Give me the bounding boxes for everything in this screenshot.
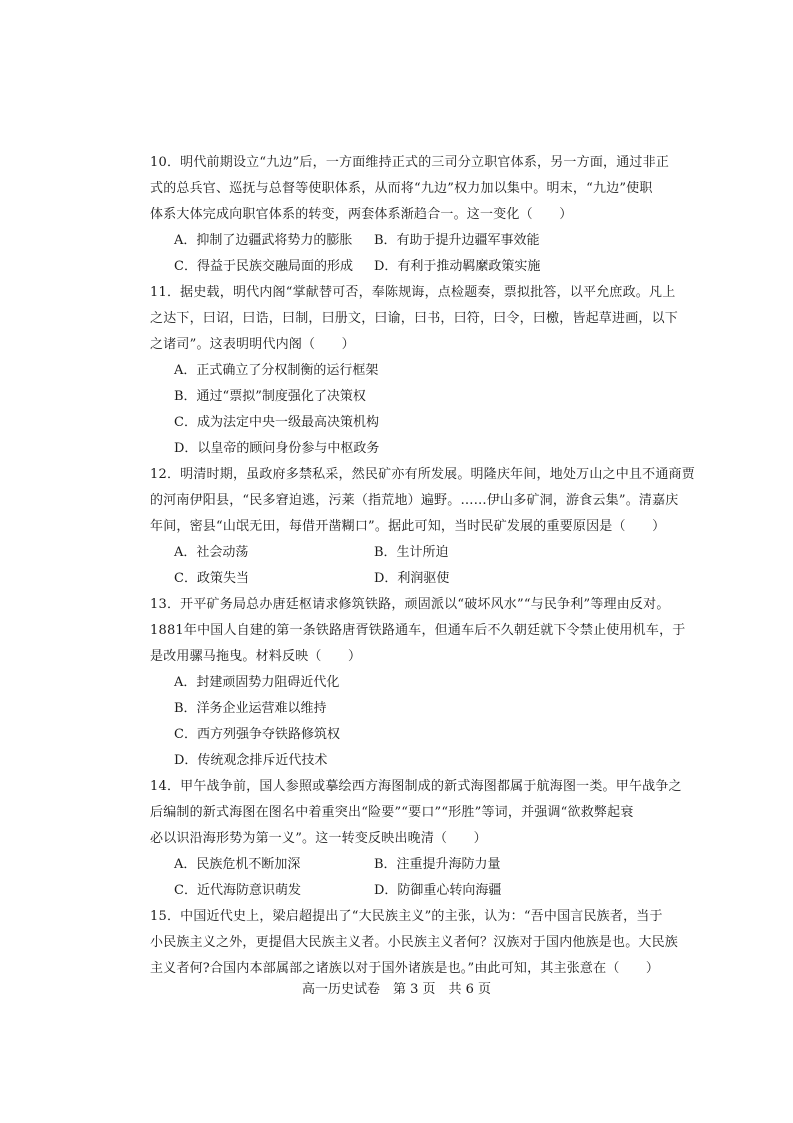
answer-option: B．洋务企业运营难以维持 (174, 701, 327, 716)
question-stem-line: 15．中国近代史上，梁启超提出了“大民族主义”的主张，认为：“吾中国言民族者，当于 (150, 909, 663, 924)
option-row (150, 228, 650, 254)
answer-option: D．防御重心转向海疆 (374, 883, 502, 898)
answer-option: C．近代海防意识萌发 (174, 883, 301, 898)
option-row (150, 436, 650, 462)
option-row (150, 878, 650, 904)
answer-option: B．有助于提升边疆军事效能 (374, 233, 540, 248)
answer-option: D．利润驱使 (374, 571, 450, 586)
option-row (150, 722, 650, 748)
option-row (150, 696, 650, 722)
answer-option: D．传统观念排斥近代技术 (174, 753, 328, 768)
option-row (150, 540, 650, 566)
answer-option: B．通过“票拟”制度强化了决策权 (174, 389, 366, 404)
question-block (150, 592, 686, 774)
answer-option: D．有利于推动羁縻政策实施 (374, 259, 541, 274)
question-stem-line: 13．开平矿务局总办唐廷枢请求修筑铁路，顽固派以“破坏风水”“与民争利”等理由反对。 (150, 597, 670, 612)
question-block (150, 904, 679, 982)
answer-option: A．民族危机不断加深 (174, 857, 301, 872)
answer-option: C．西方列强争夺铁路修筑权 (174, 727, 340, 742)
question-stem-line: 10．明代前期设立“九边”后，一方面维持正式的三司分立职官体系，另一方面，通过非正 (150, 155, 670, 170)
question-stem-line: 11．据史载，明代内阁“掌献替可否，奉陈规诲，点检题奏，票拟批答，以平允庶政。凡上 (150, 285, 676, 300)
question-stem-line: 主义者何?合国内本部属部之诸族以对于国外诸族是也。”由此可知，其主张意在（ ） (150, 961, 660, 976)
question-block (150, 462, 695, 592)
answer-option: B．生计所迫 (374, 545, 449, 560)
question-stem-line: 式的总兵官、巡抚与总督等使职体系，从而将“九边”权力加以集中。明末，“九边”使职 (150, 181, 653, 196)
question-block (150, 150, 670, 280)
option-row (150, 566, 650, 592)
page-footer: 高一历史试卷 第 3 页 共 6 页 (301, 982, 492, 997)
question-stem-line: 必以识沿海形势为第一义”。这一转变反映出晚清（ ） (150, 831, 487, 846)
answer-option: C．得益于民族交融局面的形成 (174, 259, 353, 274)
option-row (150, 852, 650, 878)
answer-option: C．政策失当 (174, 571, 249, 586)
question-stem-line: 14．甲午战争前，国人参照或摹绘西方海图制成的新式海图都属于航海图一类。甲午战争之 (150, 779, 682, 794)
answer-option: A．抑制了边疆武将势力的膨胀 (174, 233, 353, 248)
answer-option: A．封建顽固势力阻碍近代化 (174, 675, 340, 690)
answer-option: A．正式确立了分权制衡的运行框架 (174, 363, 379, 378)
option-row (150, 748, 650, 774)
option-row (150, 410, 650, 436)
question-stem-line: 是改用骡马拖曳。材料反映（ ） (150, 649, 362, 664)
question-stem-line: 后编制的新式海图在图名中着重突出“险要”“要口”“形胜”等词，并强调“欲救弊起衰 (150, 805, 634, 820)
answer-option: A．社会动荡 (174, 545, 249, 560)
option-row (150, 384, 650, 410)
question-stem-line: 12．明清时期，虽政府多禁私采，然民矿亦有所发展。明隆庆年间，地处万山之中且不通商贾 (150, 467, 695, 482)
question-stem-line: 之诸司”。这表明明代内阁（ ） (150, 337, 355, 352)
question-stem-line: 体系大体完成向职官体系的转变，两套体系渐趋合一。这一变化（ ） (150, 207, 573, 222)
question-stem-line: 年间，密县“山氓无田，每借开凿糊口”。据此可知，当时民矿发展的重要原因是（ ） (150, 519, 666, 534)
answer-option: C．成为法定中央一级最高决策机构 (174, 415, 379, 430)
question-block (150, 774, 682, 904)
option-row (150, 358, 650, 384)
option-row (150, 254, 650, 280)
answer-option: D．以皇帝的顾问身份参与中枢政务 (174, 441, 380, 456)
question-stem-line: 的河南伊阳县，“民多窘迫逃，污莱（指荒地）遍野。……伊山多矿洞，游食云集”。清嘉庆 (150, 493, 679, 508)
question-stem-line: 之达下，曰诏，曰诰，曰制，曰册文，曰谕，曰书，曰符，曰令，曰檄，皆起草进画，以下 (150, 311, 679, 326)
question-block (150, 280, 679, 462)
question-stem-line: 小民族主义之外，更提倡大民族主义者。小民族主义者何？汉族对于国内他族是也。大民族 (150, 935, 679, 950)
option-row (150, 670, 650, 696)
answer-option: B．注重提升海防力量 (374, 857, 501, 872)
question-stem-line: 1881年中国人自建的第一条铁路唐胥铁路通车，但通车后不久朝廷就下令禁止使用机车，于 (150, 623, 686, 638)
